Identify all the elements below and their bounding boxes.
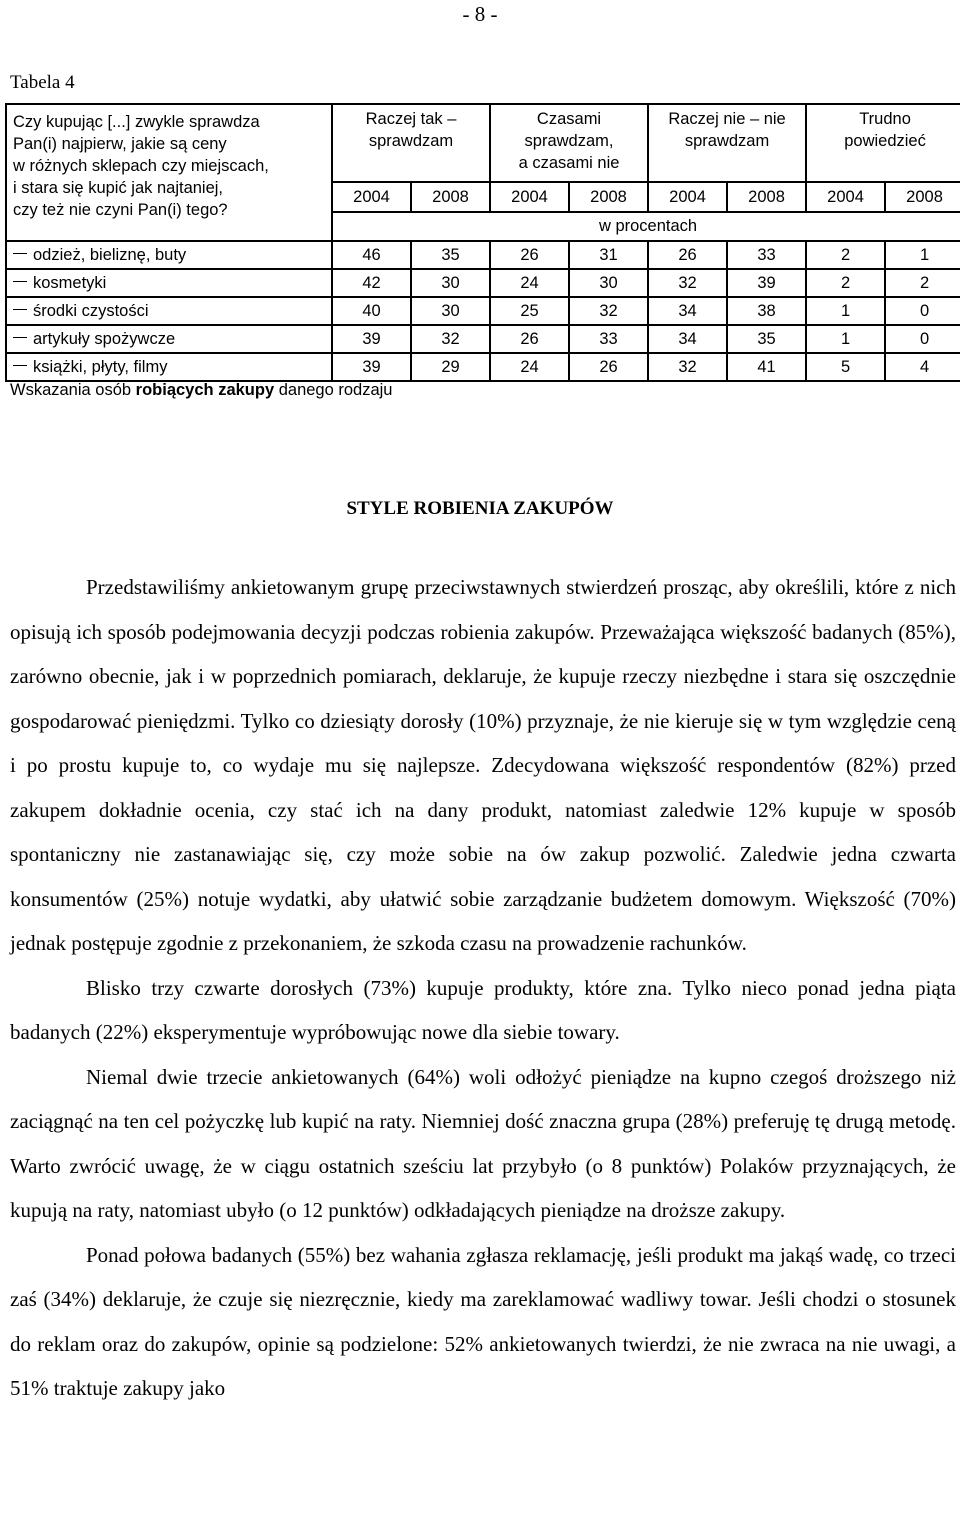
table-cell: 1 bbox=[885, 241, 960, 269]
dash-icon bbox=[13, 253, 27, 254]
row-label: artykuły spożywcze bbox=[6, 325, 332, 353]
row-label: środki czystości bbox=[6, 297, 332, 325]
table-cell: 31 bbox=[569, 241, 648, 269]
table-row bbox=[6, 353, 960, 381]
unit-label: w procentach bbox=[332, 212, 960, 241]
dash-icon bbox=[13, 365, 27, 366]
header-answer-yes: Raczej tak – sprawdzam bbox=[332, 104, 490, 182]
year-cell: 2008 bbox=[411, 182, 490, 212]
table-cell: 34 bbox=[648, 297, 727, 325]
table-cell: 30 bbox=[569, 269, 648, 297]
header-answer-sometimes: Czasami sprawdzam, a czasami nie bbox=[490, 104, 648, 182]
year-cell: 2004 bbox=[490, 182, 569, 212]
table-cell: 30 bbox=[411, 269, 490, 297]
table-cell: 26 bbox=[490, 241, 569, 269]
paragraph: Blisko trzy czwarte dorosłych (73%) kupuje produkty, które zna. Tylko nieco ponad jedna piąta badanych (22%) eksperymentuje wypróbowując nowe dla siebie towary. bbox=[10, 975, 956, 1044]
dash-icon bbox=[13, 309, 27, 310]
question-cell bbox=[6, 104, 332, 241]
table-caption: Tabela 4 bbox=[10, 72, 75, 93]
table-cell: 32 bbox=[648, 269, 727, 297]
table-cell: 41 bbox=[727, 353, 806, 381]
table-cell: 2 bbox=[806, 241, 885, 269]
year-cell: 2004 bbox=[332, 182, 411, 212]
question-line: i stara się kupić jak najtaniej, bbox=[13, 179, 224, 197]
table-cell: 29 bbox=[411, 353, 490, 381]
table-cell: 35 bbox=[727, 325, 806, 353]
table-cell: 38 bbox=[727, 297, 806, 325]
table-cell: 2 bbox=[885, 269, 960, 297]
table-row bbox=[6, 325, 960, 353]
table-cell: 42 bbox=[332, 269, 411, 297]
survey-table bbox=[5, 103, 960, 382]
table-cell: 30 bbox=[411, 297, 490, 325]
table-cell: 5 bbox=[806, 353, 885, 381]
table-cell: 39 bbox=[332, 353, 411, 381]
table-cell: 26 bbox=[490, 325, 569, 353]
row-label: książki, płyty, filmy bbox=[6, 353, 332, 381]
table-cell: 33 bbox=[569, 325, 648, 353]
table-row bbox=[6, 297, 960, 325]
table-source-note: Wskazania osób robiących zakupy danego rodzaju bbox=[10, 381, 393, 399]
table-header-row bbox=[6, 104, 960, 182]
year-cell: 2008 bbox=[569, 182, 648, 212]
table-cell: 26 bbox=[569, 353, 648, 381]
row-label: odzież, bieliznę, buty bbox=[6, 241, 332, 269]
year-cell: 2004 bbox=[806, 182, 885, 212]
table-cell: 39 bbox=[332, 325, 411, 353]
table-cell: 4 bbox=[885, 353, 960, 381]
question-line: Czy kupując [...] zwykle sprawdza bbox=[13, 113, 260, 131]
table-row bbox=[6, 241, 960, 269]
table-cell: 2 bbox=[806, 269, 885, 297]
table-cell: 25 bbox=[490, 297, 569, 325]
table-cell: 24 bbox=[490, 353, 569, 381]
table-cell: 40 bbox=[332, 297, 411, 325]
year-cell: 2004 bbox=[648, 182, 727, 212]
question-line: czy też nie czyni Pan(i) tego? bbox=[13, 201, 228, 219]
question-line: Pan(i) najpierw, jakie są ceny bbox=[13, 135, 227, 153]
table-cell: 1 bbox=[806, 325, 885, 353]
row-label: kosmetyki bbox=[6, 269, 332, 297]
table-row bbox=[6, 269, 960, 297]
header-answer-hard-to-say: Trudno powiedzieć bbox=[806, 104, 960, 182]
table-cell: 32 bbox=[411, 325, 490, 353]
table-cell: 33 bbox=[727, 241, 806, 269]
table-cell: 1 bbox=[806, 297, 885, 325]
section-title: STYLE ROBIENIA ZAKUPÓW bbox=[346, 498, 614, 519]
table-cell: 0 bbox=[885, 297, 960, 325]
table-cell: 32 bbox=[648, 353, 727, 381]
year-cell: 2008 bbox=[727, 182, 806, 212]
body-text bbox=[10, 565, 956, 1411]
table-cell: 32 bbox=[569, 297, 648, 325]
table-cell: 35 bbox=[411, 241, 490, 269]
table-cell: 39 bbox=[727, 269, 806, 297]
paragraph: Ponad połowa badanych (55%) bez wahania zgłasza reklamację, jeśli produkt ma jakąś wadę, co trzeci zaś (34%) deklaruje, że czuje się niezręcznie, kiedy ma zareklamować wadliwy towar. Jeśli chodzi o stosunek do reklam oraz do zakupów, opinie są podzielone: 52% ankietowanych twierdzi, że nie zwraca na nie uwagi, a 51% traktuje zakupy jako bbox=[10, 1242, 956, 1400]
table-cell: 34 bbox=[648, 325, 727, 353]
paragraph: Przedstawiliśmy ankietowanym grupę przeciwstawnych stwierdzeń prosząc, aby określili, które z nich opisują ich sposób podejmowania decyzji podczas robienia zakupów. Przeważająca większość badanych (85%), zarówno obecnie, jak i w poprzednich pomiarach, deklaruje, że kupuje rzeczy niezbędne i stara się oszczędnie gospodarować pieniędzmi. Tylko co dziesiąty dorosły (10%) przyznaje, że nie kieruje się w tym względzie ceną i po prostu kupuje to, co wydaje mu się najlepsze. Zdecydowana większość respondentów (82%) przed zakupem dokładnie ocenia, czy stać ich na dany produkt, natomiast zaledwie 12% kupuje w sposób spontaniczny nie zastanawiając się, czy może sobie na ów zakup pozwolić. Zaledwie jedna czwarta konsumentów (25%) notuje wydatki, aby ułatwić sobie zarządzanie budżetem domowym. Większość (70%) jednak postępuje zgodnie z przekonaniem, że szkoda czasu na prowadzenie rachunków. bbox=[10, 575, 956, 955]
dash-icon bbox=[13, 337, 27, 338]
question-line: w różnych sklepach czy miejscach, bbox=[13, 157, 269, 175]
paragraph: Niemal dwie trzecie ankietowanych (64%) woli odłożyć pieniądze na kupno czegoś droższego niż zaciągnąć na ten cel pożyczkę lub kupić na raty. Niemniej dość znaczna grupa (28%) preferuję tę drugą metodę. Warto zwrócić uwagę, że w ciągu ostatnich sześciu lat przybyło (o 8 punktów) Polaków przyznających, że kupują na raty, natomiast ubyło (o 12 punktów) odkładających pieniądze na droższe zakupy. bbox=[10, 1064, 956, 1222]
table-cell: 46 bbox=[332, 241, 411, 269]
header-answer-no: Raczej nie – nie sprawdzam bbox=[648, 104, 806, 182]
page-number: - 8 - bbox=[462, 2, 498, 26]
table-cell: 26 bbox=[648, 241, 727, 269]
year-cell: 2008 bbox=[885, 182, 960, 212]
table-cell: 0 bbox=[885, 325, 960, 353]
table-cell: 24 bbox=[490, 269, 569, 297]
dash-icon bbox=[13, 281, 27, 282]
